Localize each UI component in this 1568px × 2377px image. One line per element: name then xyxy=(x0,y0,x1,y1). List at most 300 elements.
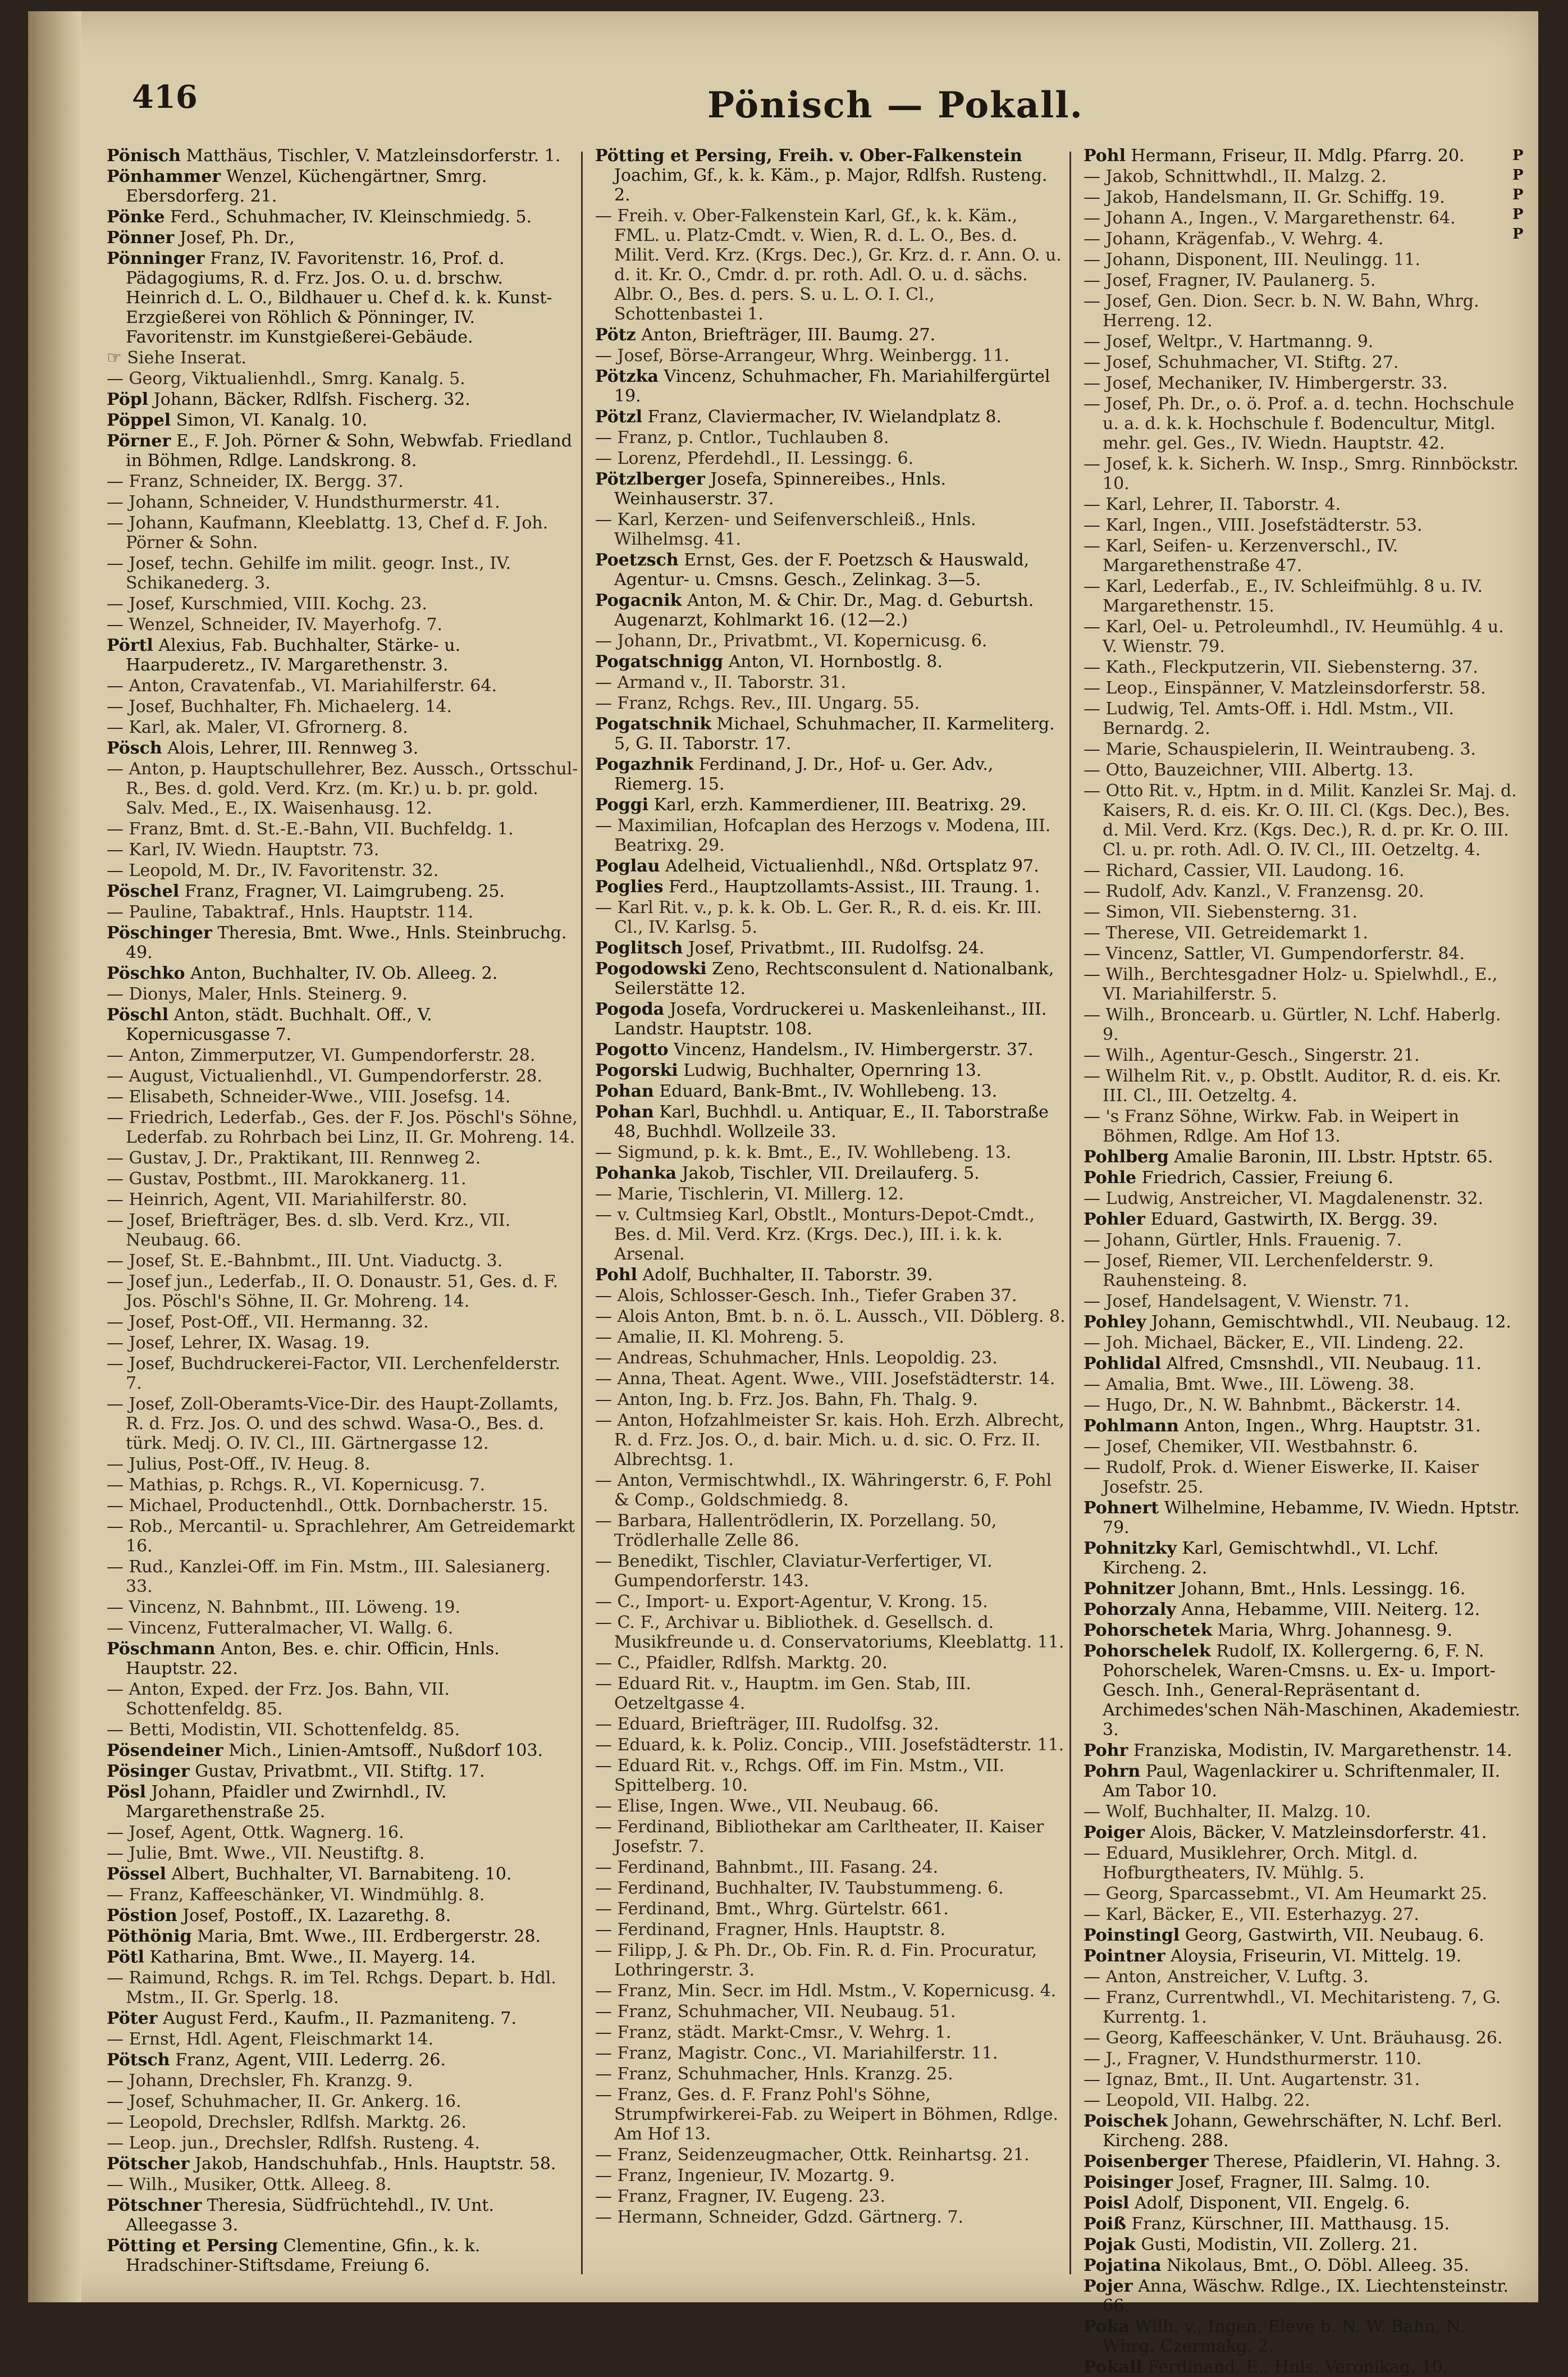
entry-surname: Pösinger xyxy=(107,1762,190,1781)
directory-entry xyxy=(595,1981,1067,2001)
entry-surname: Pogotto xyxy=(595,1040,669,1060)
directory-entry xyxy=(595,673,1067,692)
directory-entry xyxy=(595,146,1067,205)
directory-entry xyxy=(107,1741,578,1760)
entry-details: Amalie Baronin, III. Lbstr. Hptstr. 65. xyxy=(1174,1147,1493,1167)
directory-entry xyxy=(107,472,578,491)
directory-entry xyxy=(1084,1539,1521,1578)
directory-entry xyxy=(107,594,578,614)
directory-entry xyxy=(1084,1354,1521,1374)
entry-details: — Eduard Rit. v., Hauptm. im Gen. Stab, III. Oetzeltgasse 4. xyxy=(595,1674,971,1713)
entry-details: — Betti, Modistin, VII. Schottenfeldg. 85. xyxy=(107,1720,460,1740)
entry-details: Joachim, Gf., k. k. Käm., p. Major, Rdlfsh. Rusteng. 2. xyxy=(614,166,1048,205)
entry-details: — Ferdinand, Fragner, Hnls. Hauptstr. 8. xyxy=(595,1920,946,1940)
entry-details: E., F. Joh. Pörner & Sohn, Webwfab. Friedland in Böhmen, Rdlge. Landskrong. 8. xyxy=(126,431,572,471)
entry-details: — Anton, Vermischtwhdl., IX. Währingerstr. 6, F. Pohl & Comp., Goldschmiedg. 8. xyxy=(595,1471,1052,1510)
entry-details: — Josef, Schuhmacher, II. Gr. Ankerg. 16. xyxy=(107,2092,461,2111)
entry-details: Michael, Schuhmacher, II. Karmeliterg. 5, G. II. Taborstr. 17. xyxy=(614,714,1055,754)
directory-entry xyxy=(107,249,578,347)
directory-entry xyxy=(595,755,1067,794)
entry-surname: Pösch xyxy=(107,738,162,758)
directory-entry xyxy=(1084,760,1521,780)
entry-details: — Johann, Dr., Privatbmt., VI. Kopernicusg. 6. xyxy=(595,631,988,651)
entry-details: — Karl, ak. Maler, VI. Gfrornerg. 8. xyxy=(107,718,408,737)
entry-surname: Pohnert xyxy=(1084,1498,1159,1518)
entry-details: Alfred, Cmsnshdl., VII. Neubaug. 11. xyxy=(1166,1354,1482,1374)
directory-entry xyxy=(595,2085,1067,2144)
entry-details: — Michael, Productenhdl., Ottk. Dornbacherstr. 15. xyxy=(107,1496,548,1516)
directory-entry xyxy=(1084,2193,1521,2213)
entry-details: Anton, VI. Hornbostlg. 8. xyxy=(728,652,943,672)
entry-details: — Vincenz, Sattler, VI. Gumpendorferstr. 84. xyxy=(1084,944,1465,964)
directory-entry xyxy=(595,1082,1067,1101)
entry-details: Adolf, Buchhalter, II. Taborstr. 39. xyxy=(642,1265,933,1285)
directory-entry xyxy=(1084,923,1521,943)
entry-surname: Pöschmann xyxy=(107,1639,216,1659)
directory-entry xyxy=(595,714,1067,754)
entry-details: Alois, Bäcker, V. Matzleinsdorferstr. 41. xyxy=(1150,1823,1487,1842)
directory-entry xyxy=(1084,1107,1521,1146)
directory-entry xyxy=(595,1164,1067,1183)
entry-surname: Poglitsch xyxy=(595,938,683,958)
directory-entry xyxy=(107,2236,578,2275)
entry-details: — Ludwig, Anstreicher, VI. Magdalenenstr. 32. xyxy=(1084,1189,1484,1208)
directory-entry xyxy=(107,1066,578,1086)
directory-entry xyxy=(107,1844,578,1863)
directory-entry xyxy=(595,652,1067,672)
entry-surname: Poisl xyxy=(1084,2193,1130,2213)
entry-details: — August, Victualienhdl., VI. Gumpendorferstr. 28. xyxy=(107,1066,543,1086)
directory-entry xyxy=(1084,271,1521,290)
entry-details: — Josef, Agent, Ottk. Wagnerg. 16. xyxy=(107,1823,404,1842)
entry-surname: Pöschko xyxy=(107,964,185,983)
directory-entry xyxy=(595,449,1067,468)
entry-details: — Franz, Bmt. d. St.-E.-Bahn, VII. Buchfeldg. 1. xyxy=(107,819,514,839)
entry-details: Gustav, Privatbmt., VII. Stiftg. 17. xyxy=(195,1762,485,1781)
entry-surname: Pohorschetek xyxy=(1084,1621,1213,1640)
directory-entry xyxy=(1084,1458,1521,1497)
entry-surname: Pogacnik xyxy=(595,591,682,610)
entry-details: Anton, Ingen., Whrg. Hauptstr. 31. xyxy=(1184,1416,1481,1436)
entry-details: — Jakob, Handelsmann, II. Gr. Schiffg. 19. xyxy=(1084,188,1445,207)
entry-details: — Josef, Fragner, IV. Paulanerg. 5. xyxy=(1084,271,1376,290)
entry-details: Johann, Pfaidler und Zwirnhdl., IV. Margarethenstraße 25. xyxy=(126,1782,447,1822)
entry-details: — Anton, Cravatenfab., VI. Mariahilferstr. 64. xyxy=(107,676,497,696)
directory-entry xyxy=(107,1639,578,1678)
entry-details: Johann, Gemischtwhdl., VII. Neubaug. 12. xyxy=(1151,1312,1511,1332)
entry-details: Vincenz, Schuhmacher, Fh. Mariahilfergürtel 19. xyxy=(614,367,1050,406)
entry-details: — Benedikt, Tischler, Claviatur-Verfertiger, VI. Gumpendorferstr. 143. xyxy=(595,1552,993,1591)
entry-surname: Pötschner xyxy=(107,2196,202,2215)
entry-surname: Poiß xyxy=(1084,2214,1126,2234)
entry-details: — Johann, Drechsler, Fh. Kranzg. 9. xyxy=(107,2071,413,2091)
entry-details: — Franz, Ges. d. F. Franz Pohl's Söhne, Strumpfwirkerei-Fab. zu Weipert in Böhmen, Rdlge. Am Hof 13. xyxy=(595,2085,1058,2144)
entry-details: — Eduard, Briefträger, III. Rudolfsg. 32. xyxy=(595,1714,939,1734)
entry-details: — Vincenz, Futteralmacher, VI. Wallg. 6. xyxy=(107,1618,454,1638)
directory-entry xyxy=(107,1190,578,1210)
directory-entry xyxy=(595,1411,1067,1470)
directory-entry xyxy=(1084,1251,1521,1290)
entry-details: Josefa, Spinnereibes., Hnls. Weinhauserstr. 37. xyxy=(614,469,947,509)
entry-details: — Josef, Mechaniker, IV. Himbergerstr. 33. xyxy=(1084,373,1448,393)
entry-surname: Pönner xyxy=(107,228,175,248)
directory-entry xyxy=(1084,1210,1521,1229)
entry-details: — Anton, Exped. der Frz. Jos. Bahn, VII. Schottenfeldg. 85. xyxy=(107,1680,450,1719)
entry-details: — Josef, Weltpr., V. Hartmanng. 9. xyxy=(1084,332,1374,352)
entry-surname: Pötz xyxy=(595,325,636,345)
directory-entry xyxy=(107,759,578,818)
directory-entry xyxy=(595,206,1067,324)
entry-details: Katharina, Bmt. Wwe., II. Mayerg. 14. xyxy=(149,1947,476,1967)
entry-details: — Johann, Disponent, III. Neulingg. 11. xyxy=(1084,250,1421,270)
directory-entry xyxy=(107,390,578,409)
directory-entry xyxy=(1084,167,1521,186)
entry-details: Eduard, Bank-Bmt., IV. Wohllebeng. 13. xyxy=(659,1082,998,1101)
entry-details: Franz, Kürschner, III. Matthausg. 15. xyxy=(1131,2214,1450,2234)
directory-entry xyxy=(107,2050,578,2070)
entry-details: — Karl, Oel- u. Petroleumhdl., IV. Heumühlg. 4 u. V. Wienstr. 79. xyxy=(1084,617,1504,656)
entry-surname: Pohlidal xyxy=(1084,1354,1162,1374)
directory-entry xyxy=(1084,965,1521,1004)
directory-entry xyxy=(1084,1884,1521,1904)
entry-details: Aloysia, Friseurin, VI. Mittelg. 19. xyxy=(1171,1946,1462,1966)
directory-entry xyxy=(1084,332,1521,352)
entry-details: Karl, Gemischtwhdl., VI. Lchf. Kircheng. 2. xyxy=(1103,1539,1439,1578)
directory-entry xyxy=(107,1108,578,1147)
entry-details: Josef, Privatbmt., III. Rudolfsg. 24. xyxy=(688,938,985,958)
entry-details: — Therese, VII. Getreidemarkt 1. xyxy=(1084,923,1368,943)
directory-entry xyxy=(595,795,1067,815)
directory-entry xyxy=(107,1762,578,1781)
directory-entry xyxy=(107,1454,578,1474)
directory-entry xyxy=(595,1390,1067,1409)
directory-entry xyxy=(595,2064,1067,2084)
entry-surname: Poiger xyxy=(1084,1823,1145,1842)
entry-details: — Anton, Anstreicher, V. Luftg. 3. xyxy=(1084,1967,1369,1987)
entry-details: Matthäus, Tischler, V. Matzleinsdorferstr. 1. xyxy=(186,146,561,166)
directory-entry xyxy=(595,1735,1067,1755)
facing-page-letter: P xyxy=(1512,206,1524,223)
entry-surname: Pohlmann xyxy=(1084,1416,1179,1436)
entry-surname: Pösl xyxy=(107,1782,147,1802)
directory-entry xyxy=(1084,2028,1521,2048)
directory-entry xyxy=(107,1906,578,1926)
entry-details: Anna, Hebamme, VIII. Neiterg. 12. xyxy=(1181,1600,1480,1619)
entry-details: — Ludwig, Tel. Amts-Off. i. Hdl. Mstm., VII. Bernardg. 2. xyxy=(1084,699,1455,738)
entry-details: — 's Franz Söhne, Wirkw. Fab. in Weipert in Böhmen, Rdlge. Am Hof 13. xyxy=(1084,1107,1460,1146)
directory-entry xyxy=(107,882,578,901)
entry-details: — Josef, techn. Gehilfe im milit. geogr. Inst., IV. Schikanederg. 3. xyxy=(107,554,511,593)
entry-details: — Anton, Ing. b. Frz. Jos. Bahn, Fh. Thalg. 9. xyxy=(595,1390,978,1409)
directory-entry xyxy=(107,1046,578,1065)
entry-details: — Rudolf, Prok. d. Wiener Eiswerke, II. Kaiser Josefstr. 25. xyxy=(1084,1458,1479,1497)
directory-entry xyxy=(107,2071,578,2091)
directory-entry xyxy=(595,2207,1067,2227)
directory-entry xyxy=(1084,1312,1521,1332)
directory-entry xyxy=(107,2154,578,2174)
entry-surname: Pötting et Persing, Freih. v. Ober-Falkenstein xyxy=(595,146,1022,166)
directory-entry xyxy=(595,1471,1067,1510)
directory-entry xyxy=(1084,1375,1521,1394)
directory-entry xyxy=(107,207,578,227)
entry-surname: Pönninger xyxy=(107,249,205,268)
entry-surname: Poisenberger xyxy=(1084,2152,1209,2171)
directory-entry xyxy=(1084,1905,1521,1924)
facing-page-edge xyxy=(1512,146,1538,303)
entry-surname: Pönisch xyxy=(107,146,181,166)
directory-entry xyxy=(1084,1005,1521,1044)
entry-details: Gusti, Modistin, VII. Zollerg. 21. xyxy=(1141,2235,1418,2255)
entry-details: Johann, Bmt., Hnls. Lessingg. 16. xyxy=(1180,1579,1466,1599)
entry-details: — Amalia, Bmt. Wwe., III. Löweng. 38. xyxy=(1084,1375,1415,1394)
entry-surname: Pötl xyxy=(107,1947,145,1967)
entry-details: — Wilh., Broncearb. u. Gürtler, N. Lchf. Haberlg. 9. xyxy=(1084,1005,1501,1044)
directory-entry xyxy=(1084,2091,1521,2110)
directory-entry xyxy=(595,694,1067,713)
entry-surname: Poggi xyxy=(595,795,649,815)
entry-surname: Pötting et Persing xyxy=(107,2236,278,2256)
directory-entry xyxy=(595,1878,1067,1898)
directory-entry xyxy=(595,346,1067,366)
entry-details: — Joh. Michael, Bäcker, E., VII. Lindeng. 22. xyxy=(1084,1333,1464,1353)
entry-surname: Pohle xyxy=(1084,1168,1137,1188)
directory-entry xyxy=(595,816,1067,855)
directory-entry xyxy=(107,1272,578,1311)
entry-details: Franz, Claviermacher, IV. Wielandplatz 8. xyxy=(647,407,1002,427)
entry-details: — Josef, Zoll-Oberamts-Vice-Dir. des Haupt-Zollamts, R. d. Frz. Jos. O. und des schwd. Wasa-O., Bes. d. türk. Medj. O. IV. Cl., III. Gärtnergasse 12. xyxy=(107,1394,559,1453)
directory-entry xyxy=(107,1394,578,1453)
entry-surname: Pohanka xyxy=(595,1164,677,1183)
directory-entry xyxy=(107,513,578,553)
directory-entry xyxy=(1084,1741,1521,1760)
directory-entry xyxy=(1084,1621,1521,1640)
entry-details: — Amalie, II. Kl. Mohreng. 5. xyxy=(595,1327,844,1347)
directory-entry xyxy=(107,554,578,593)
column-3 xyxy=(1084,146,1521,2377)
directory-entry xyxy=(1084,1988,1521,2027)
directory-page xyxy=(28,11,1538,2377)
entry-surname: Pöschl xyxy=(107,1005,169,1025)
directory-entry xyxy=(107,369,578,389)
directory-entry xyxy=(1084,2276,1521,2316)
entry-details: — Andreas, Schuhmacher, Hnls. Leopoldig. 23. xyxy=(595,1348,998,1368)
directory-entry xyxy=(595,1061,1067,1080)
entry-surname: Poglies xyxy=(595,877,664,897)
directory-entry xyxy=(1084,2357,1521,2377)
directory-entry xyxy=(595,550,1067,590)
entry-details: — Georg, Kaffeeschänker, V. Unt. Bräuhausg. 26. xyxy=(1084,2028,1503,2048)
entry-details: — Leopold, VII. Halbg. 22. xyxy=(1084,2091,1310,2110)
directory-entry xyxy=(595,1653,1067,1673)
directory-entry xyxy=(107,2029,578,2049)
entry-details: Franz, IV. Favoritenstr. 16, Prof. d. Pädagogiums, R. d. Frz. Jos. O. u. d. brschw. Heinrich d. L. O., Bildhauer u. Chef d. k. k. Kunst-Erzgießerei von Röhlich & Pönninger, IV. Favoritenstr. im Kunstgießerei-Gebäude. xyxy=(126,249,552,347)
directory-entry xyxy=(595,631,1067,651)
directory-entry xyxy=(107,1618,578,1638)
column-divider xyxy=(581,152,583,2274)
directory-entry xyxy=(107,840,578,860)
entry-surname: Pogoda xyxy=(595,1000,665,1019)
directory-entry xyxy=(595,2023,1067,2042)
directory-entry xyxy=(107,1885,578,1905)
directory-entry xyxy=(595,367,1067,406)
entry-details: Ferd., Schuhmacher, IV. Kleinschmiedg. 5. xyxy=(170,207,532,227)
entry-details: — Franz, Schneider, IX. Bergg. 37. xyxy=(107,472,404,491)
entry-details: Theresia, Südfrüchtehdl., IV. Unt. Alleegasse 3. xyxy=(126,2196,495,2235)
entry-details: Josef, Ph. Dr., xyxy=(179,228,295,248)
directory-entry xyxy=(595,2145,1067,2165)
directory-entry xyxy=(1084,1168,1521,1188)
entry-surname: Pohl xyxy=(1084,146,1126,166)
directory-entry xyxy=(107,1475,578,1495)
directory-entry xyxy=(1084,1437,1521,1457)
directory-entry xyxy=(107,228,578,248)
directory-entry xyxy=(1084,2049,1521,2069)
directory-entry xyxy=(1084,2256,1521,2275)
entry-surname: Poischek xyxy=(1084,2111,1168,2131)
directory-entry xyxy=(595,1184,1067,1204)
directory-entry xyxy=(1084,1844,1521,1883)
entry-surname: Pöschel xyxy=(107,882,180,901)
directory-entry xyxy=(595,1941,1067,1980)
entry-details: — Elise, Ingen. Wwe., VII. Neubaug. 66. xyxy=(595,1796,939,1816)
directory-entry xyxy=(1084,1395,1521,1415)
entry-details: — Marie, Tischlerin, VI. Millerg. 12. xyxy=(595,1184,904,1204)
entry-details: — Josef, St. E.-Bahnbmt., III. Unt. Viaductg. 3. xyxy=(107,1251,503,1271)
directory-entry xyxy=(1084,188,1521,207)
directory-entry xyxy=(107,676,578,696)
directory-entry xyxy=(1084,2152,1521,2171)
directory-entry xyxy=(595,1286,1067,1306)
entry-details: — Filipp, J. & Ph. Dr., Ob. Fin. R. d. Fin. Procuratur, Lothringerstr. 3. xyxy=(595,1941,1037,1980)
entry-details: — Ferdinand, Bahnbmt., III. Fasang. 24. xyxy=(595,1858,939,1877)
entry-details: — Eduard, Musiklehrer, Orch. Mitgl. d. Hofburgtheaters, IV. Mühlg. 5. xyxy=(1084,1844,1418,1883)
directory-entry xyxy=(1084,373,1521,393)
entry-details: Alexius, Fab. Buchhalter, Stärke- u. Haarpuderetz., IV. Margarethenstr. 3. xyxy=(126,636,461,675)
directory-entry xyxy=(1084,353,1521,372)
directory-entry xyxy=(595,898,1067,937)
directory-entry xyxy=(107,819,578,839)
entry-details: — Elisabeth, Schneider-Wwe., VIII. Josefsg. 14. xyxy=(107,1087,511,1107)
entry-details: Franz, Fragner, VI. Laimgrubeng. 25. xyxy=(184,882,505,901)
directory-entry xyxy=(1084,291,1521,331)
entry-details: — Ernst, Hdl. Agent, Fleischmarkt 14. xyxy=(107,2029,434,2049)
entry-details: — Freih. v. Ober-Falkenstein Karl, Gf., k. k. Käm., FML. u. Platz-Cmdt. v. Wien, R. d. L. O., Bes. d. Milit. Verd. Krz. (Krgs. Dec.), Gr. Krz. d. r. Ann. O. u. d. it. Kr. O., Cmdr. d. pr. roth. Adl. O. u. d. sächs. Albr. O., Bes. d. pers. S. u. L. O. I. Cl., Schottenbastei 1. xyxy=(595,206,1062,324)
directory-entry xyxy=(107,146,578,166)
entry-details: — v. Cultmsieg Karl, Obstlt., Monturs-Depot-Cmdt., Bes. d. Mil. Verd. Krz. (Krgs. Dec.), III. i. k. k. Arsenal. xyxy=(595,1205,1035,1264)
entry-details: — Eduard Rit. v., Rchgs. Off. im Fin. Mstm., VII. Spittelberg. 10. xyxy=(595,1756,1005,1795)
entry-surname: Pohorschelek xyxy=(1084,1641,1211,1661)
entry-surname: Pörtl xyxy=(107,636,153,655)
page-number: 416 xyxy=(132,79,198,116)
entry-details: — Anton, p. Hauptschullehrer, Bez. Aussch., Ortsschul-R., Bes. d. gold. Verd. Krz. (m. Kr.) u. b. pr. gold. Salv. Med., E., IX. Waisenhausg. 12. xyxy=(107,759,578,818)
directory-entry xyxy=(1084,861,1521,880)
entry-details: — Simon, VII. Siebensterng. 31. xyxy=(1084,902,1358,922)
entry-details: — Josef, Chemiker, VII. Westbahnstr. 6. xyxy=(1084,1437,1418,1457)
directory-entry xyxy=(1084,678,1521,698)
entry-details: — Heinrich, Agent, VII. Mariahilferstr. 80. xyxy=(107,1190,468,1210)
entry-details: — Rob., Mercantil- u. Sprachlehrer, Am Getreidemarkt 16. xyxy=(107,1517,575,1556)
entry-details: — Friedrich, Lederfab., Ges. der F. Jos. Pöschl's Söhne, Lederfab. zu Rohrbach bei Linz, II. Gr. Mohreng. 14. xyxy=(107,1108,578,1147)
directory-entry xyxy=(1084,1926,1521,1945)
directory-entry xyxy=(107,2133,578,2153)
entry-details: — Anna, Theat. Agent. Wwe., VIII. Josefstädterstr. 14. xyxy=(595,1369,1055,1389)
directory-entry xyxy=(1084,2173,1521,2192)
directory-entry xyxy=(1084,2317,1521,2356)
directory-entry xyxy=(1084,1230,1521,1250)
entry-details: Albert, Buchhalter, VI. Barnabiteng. 10. xyxy=(171,1864,512,1884)
page-title: Pönisch — Pokall. xyxy=(707,84,1084,126)
directory-entry xyxy=(595,1265,1067,1285)
entry-details: — Vincenz, N. Bahnbmt., III. Löweng. 19. xyxy=(107,1598,460,1617)
entry-details: — C., Pfaidler, Rdlfsh. Marktg. 20. xyxy=(595,1653,888,1673)
directory-entry xyxy=(1084,1762,1521,1801)
directory-entry xyxy=(595,1552,1067,1591)
entry-details: Simon, VI. Kanalg. 10. xyxy=(176,410,368,430)
entry-details: Anna, Wäschw. Rdlge., IX. Liechtensteinstr. 66. xyxy=(1103,2276,1509,2316)
entry-details: — Karl, Kerzen- und Seifenverschleiß., Hnls. Wilhelmsg. 41. xyxy=(595,510,976,549)
directory-entry xyxy=(1084,1066,1521,1106)
entry-details: — Ferdinand, Bmt., Whrg. Gürtelstr. 661. xyxy=(595,1899,949,1919)
entry-details: — Josef, Lehrer, IX. Wasag. 19. xyxy=(107,1333,370,1353)
entry-details: Maria, Whrg. Johannesg. 9. xyxy=(1217,1621,1452,1640)
entry-surname: Pogatschnik xyxy=(595,714,711,734)
directory-entry xyxy=(1084,1189,1521,1208)
entry-details: — Sigmund, p. k. k. Bmt., E., IV. Wohllebeng. 13. xyxy=(595,1143,1012,1162)
directory-entry xyxy=(1084,495,1521,514)
directory-entry xyxy=(1084,1046,1521,1065)
directory-entry xyxy=(1084,1823,1521,1842)
directory-entry xyxy=(107,984,578,1004)
directory-entry xyxy=(107,167,578,206)
entry-details: Franz, Agent, VIII. Lederrg. 26. xyxy=(175,2050,446,2070)
entry-details: Jakob, Handschuhfab., Hnls. Hauptstr. 58. xyxy=(195,2154,556,2174)
entry-surname: Pöschinger xyxy=(107,923,212,943)
directory-entry xyxy=(1084,146,1521,166)
entry-surname: Pogazhnik xyxy=(595,755,694,774)
directory-entry xyxy=(107,2113,578,2132)
entry-details: Georg, Gastwirth, VII. Neubaug. 6. xyxy=(1185,1926,1484,1945)
directory-entry xyxy=(107,1354,578,1393)
directory-entry xyxy=(595,1327,1067,1347)
directory-entry xyxy=(1084,882,1521,901)
entry-surname: Pojer xyxy=(1084,2276,1133,2296)
directory-entry xyxy=(1084,1292,1521,1311)
directory-entry xyxy=(107,2175,578,2194)
directory-entry xyxy=(595,1511,1067,1550)
directory-entry xyxy=(107,1251,578,1271)
directory-entry xyxy=(107,738,578,758)
entry-details: Rudolf, IX. Kollergerng. 6, F. N. Pohorschelek, Waren-Cmsns. u. Ex- u. Import-Gesch. Inh., General-Repräsentant d. Archimedes'schen Näh-Maschinen, Akademiestr. 3. xyxy=(1103,1641,1520,1740)
entry-details: Wilh. v., Ingen. Eleve b. N. W. Bahn, N. Whrg. Czermakg. 2. xyxy=(1103,2317,1465,2356)
directory-entry xyxy=(595,1307,1067,1326)
directory-entry xyxy=(107,1680,578,1719)
entry-surname: Pohnitzer xyxy=(1084,1579,1175,1599)
directory-entry xyxy=(595,1205,1067,1264)
entry-details: Clementine, Gfin., k. k. Hradschiner-Stiftsdame, Freiung 6. xyxy=(126,2236,481,2275)
directory-entry xyxy=(1084,617,1521,656)
entry-details: — Karl, IV. Wiedn. Hauptstr. 73. xyxy=(107,840,380,860)
entry-details: ☞ Siehe Inserat. xyxy=(107,348,247,368)
directory-entry xyxy=(107,718,578,737)
directory-entry xyxy=(107,923,578,962)
entry-details: Ferdinand, E., Hnls. Veronikag. 10. xyxy=(1148,2357,1448,2377)
entry-details: — Hermann, Schneider, Gdzd. Gärtnerg. 7. xyxy=(595,2207,964,2227)
entry-details: — Josef, Buchdruckerei-Factor, VII. Lerchenfelderstr. 7. xyxy=(107,1354,560,1393)
directory-entry xyxy=(595,1714,1067,1734)
directory-entry xyxy=(595,1040,1067,1060)
entry-surname: Pötscher xyxy=(107,2154,190,2174)
entry-details: — Wilh., Berchtesgadner Holz- u. Spielwhdl., E., VI. Mariahilferstr. 5. xyxy=(1084,965,1498,1004)
